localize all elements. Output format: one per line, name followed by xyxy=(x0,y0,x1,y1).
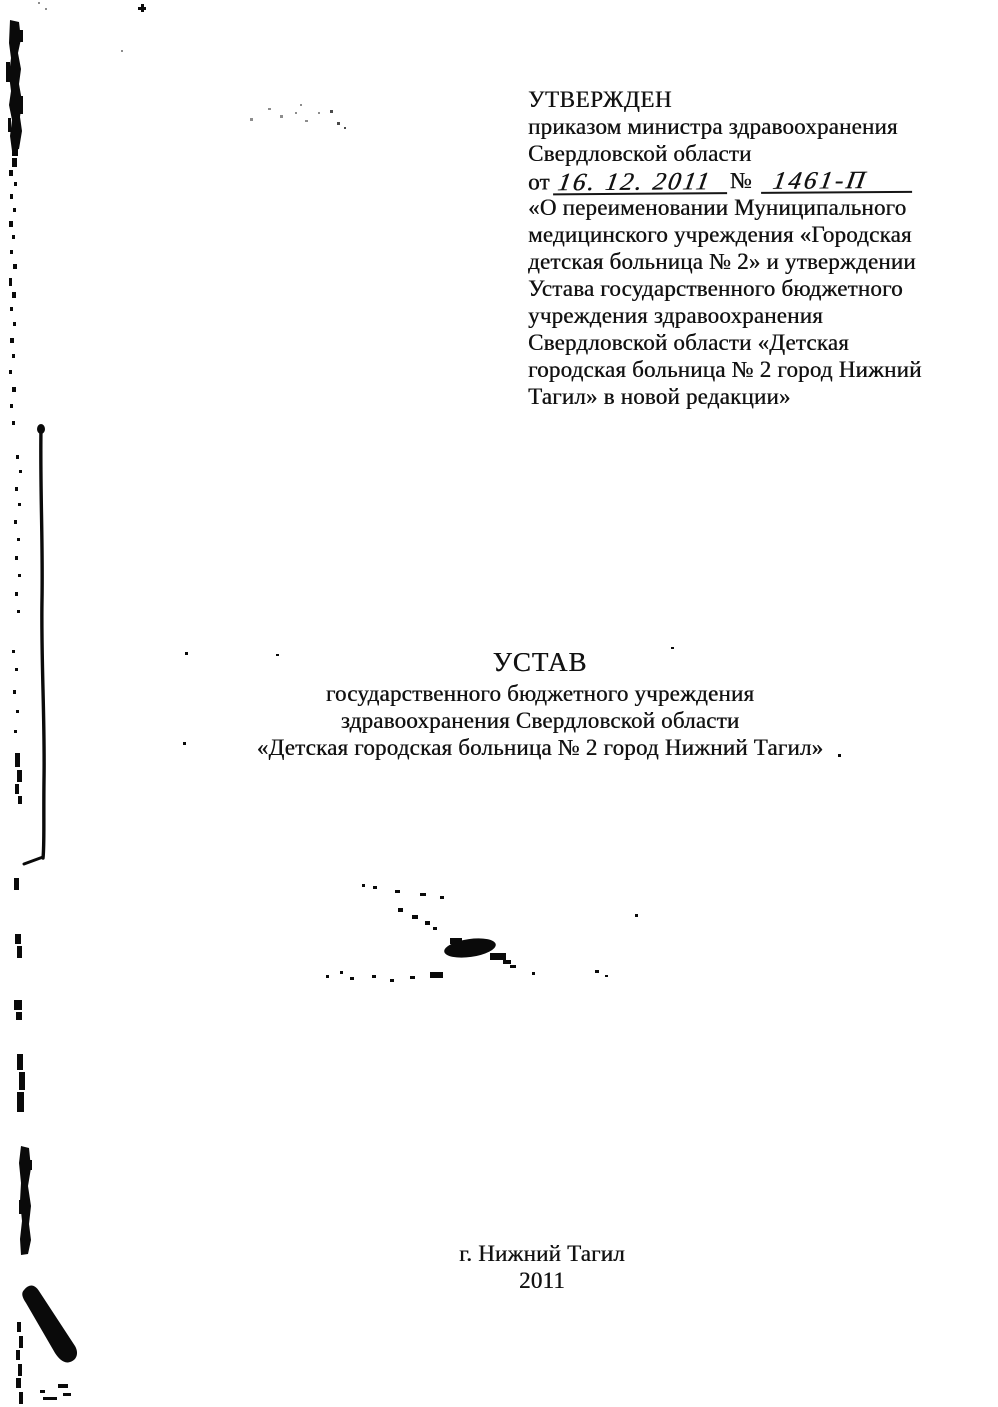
order-title-line: учреждения здравоохранения xyxy=(528,303,823,328)
charter-title-line: государственного бюджетного учреждения xyxy=(325,681,755,706)
approval-heading: УТВЕРЖДЕН xyxy=(528,87,673,112)
order-title-line: городская больница № 2 город Нижний xyxy=(528,357,922,382)
order-title-line: детская больница № 2» и утверждении xyxy=(528,249,916,274)
date-prefix: от xyxy=(527,169,550,195)
footer-block xyxy=(86,1240,998,1294)
order-title-line: Тагил» в новой редакции» xyxy=(528,384,791,409)
number-underline xyxy=(761,168,912,194)
scan-artifact-diagonal-stroke xyxy=(22,1286,77,1363)
scan-artifact-faint-speckles xyxy=(38,2,320,122)
approval-line: Свердловской области xyxy=(528,141,752,166)
approval-line: приказом министра здравоохранения xyxy=(528,114,898,139)
scan-artifact-smudge-blob xyxy=(443,935,497,960)
scan-artifact-binding-bar-bottom xyxy=(19,1146,31,1255)
footer-year: 2011 xyxy=(519,1268,565,1293)
charter-title-block xyxy=(90,645,990,761)
order-date-number-line xyxy=(528,165,958,195)
footer-city: г. Нижний Тагил xyxy=(459,1241,625,1266)
handwritten-number: 1461-П xyxy=(770,167,870,195)
number-sign: № xyxy=(729,167,752,194)
order-title-line: медицинского учреждения «Городская xyxy=(528,222,912,247)
approval-block xyxy=(528,86,958,410)
order-title-line: Устава государственного бюджетного xyxy=(528,276,903,301)
date-underline xyxy=(553,169,727,195)
charter-title-line: «Детская городская больница № 2 город Нижний Тагил» xyxy=(256,735,824,760)
charter-title: УСТАВ xyxy=(492,647,588,677)
handwritten-date: 16. 12. 2011 xyxy=(555,168,714,197)
scan-artifact-vertical-line xyxy=(41,427,44,858)
order-title-line: «О переименовании Муниципального xyxy=(528,195,907,220)
order-title-line: Свердловской области «Детская xyxy=(528,330,849,355)
scan-artifact-binding-bar-top xyxy=(9,20,22,151)
charter-title-line: здравоохранения Свердловской области xyxy=(340,708,740,733)
